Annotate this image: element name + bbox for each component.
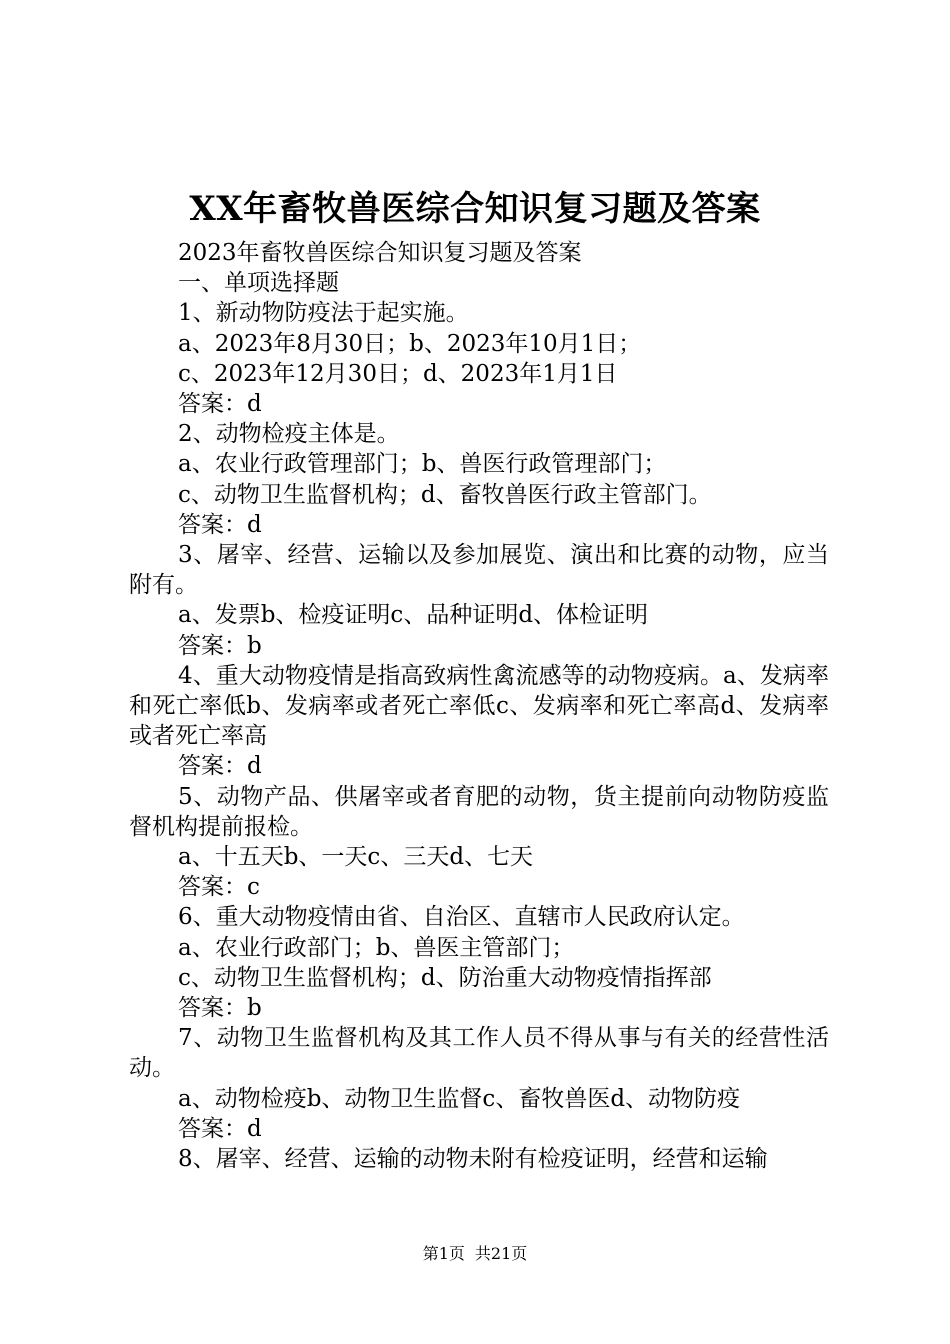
paragraph: a、动物检疫b、动物卫生监督c、畜牧兽医d、动物防疫 bbox=[178, 1085, 741, 1112]
document-body bbox=[129, 238, 829, 1174]
paragraph: 答案：d bbox=[178, 511, 262, 538]
paragraph: 一、单项选择题 bbox=[178, 270, 339, 297]
paragraph: 8、屠宰、经营、运输的动物未附有检疫证明，经营和运输 bbox=[178, 1146, 768, 1173]
paragraph: c、2023年12月30日；d、2023年1月1日 bbox=[178, 360, 618, 387]
paragraph: 2、动物检疫主体是。 bbox=[178, 421, 400, 448]
page-footer bbox=[0, 1243, 950, 1265]
paragraph: 2023年畜牧兽医综合知识复习题及答案 bbox=[178, 240, 582, 266]
paragraph: 7、动物卫生监督机构及其工作人员不得从事与有关的经营性活动。 bbox=[129, 1025, 829, 1082]
page-number: 第1页 bbox=[422, 1244, 465, 1263]
paragraph: c、动物卫生监督机构；d、畜牧兽医行政主管部门。 bbox=[178, 481, 712, 508]
paragraph: 5、动物产品、供屠宰或者育肥的动物，货主提前向动物防疫监督机构提前报检。 bbox=[129, 783, 829, 840]
document-title: XX年畜牧兽医综合知识复习题及答案 bbox=[189, 189, 761, 229]
paragraph: c、动物卫生监督机构；d、防治重大动物疫情指挥部 bbox=[178, 964, 712, 991]
page-total: 共21页 bbox=[474, 1244, 528, 1263]
paragraph: a、2023年8月30日；b、2023年10月1日； bbox=[178, 330, 642, 357]
paragraph: 答案：b bbox=[178, 632, 262, 659]
paragraph: 答案：c bbox=[178, 874, 260, 901]
paragraph: 答案：b bbox=[178, 995, 262, 1022]
paragraph: 4、重大动物疫情是指高致病性禽流感等的动物疫病。a、发病率和死亡率低b、发病率或者死亡率低c、发病率和死亡率高d、发病率或者死亡率高 bbox=[129, 662, 829, 750]
paragraph: 答案：d bbox=[178, 391, 262, 418]
paragraph: a、农业行政管理部门；b、兽医行政管理部门； bbox=[178, 451, 667, 478]
paragraph: 3、屠宰、经营、运输以及参加展览、演出和比赛的动物，应当附有。 bbox=[129, 542, 829, 599]
paragraph: a、十五天b、一天c、三天d、七天 bbox=[178, 844, 534, 871]
paragraph: 答案：d bbox=[178, 753, 262, 780]
paragraph: 6、重大动物疫情由省、自治区、直辖市人民政府认定。 bbox=[178, 904, 745, 931]
paragraph: a、农业行政部门；b、兽医主管部门； bbox=[178, 934, 575, 961]
paragraph: 1、新动物防疫法于起实施。 bbox=[178, 300, 469, 327]
paragraph: a、发票b、检疫证明c、品种证明d、体检证明 bbox=[178, 602, 649, 629]
paragraph: 答案：d bbox=[178, 1115, 262, 1142]
